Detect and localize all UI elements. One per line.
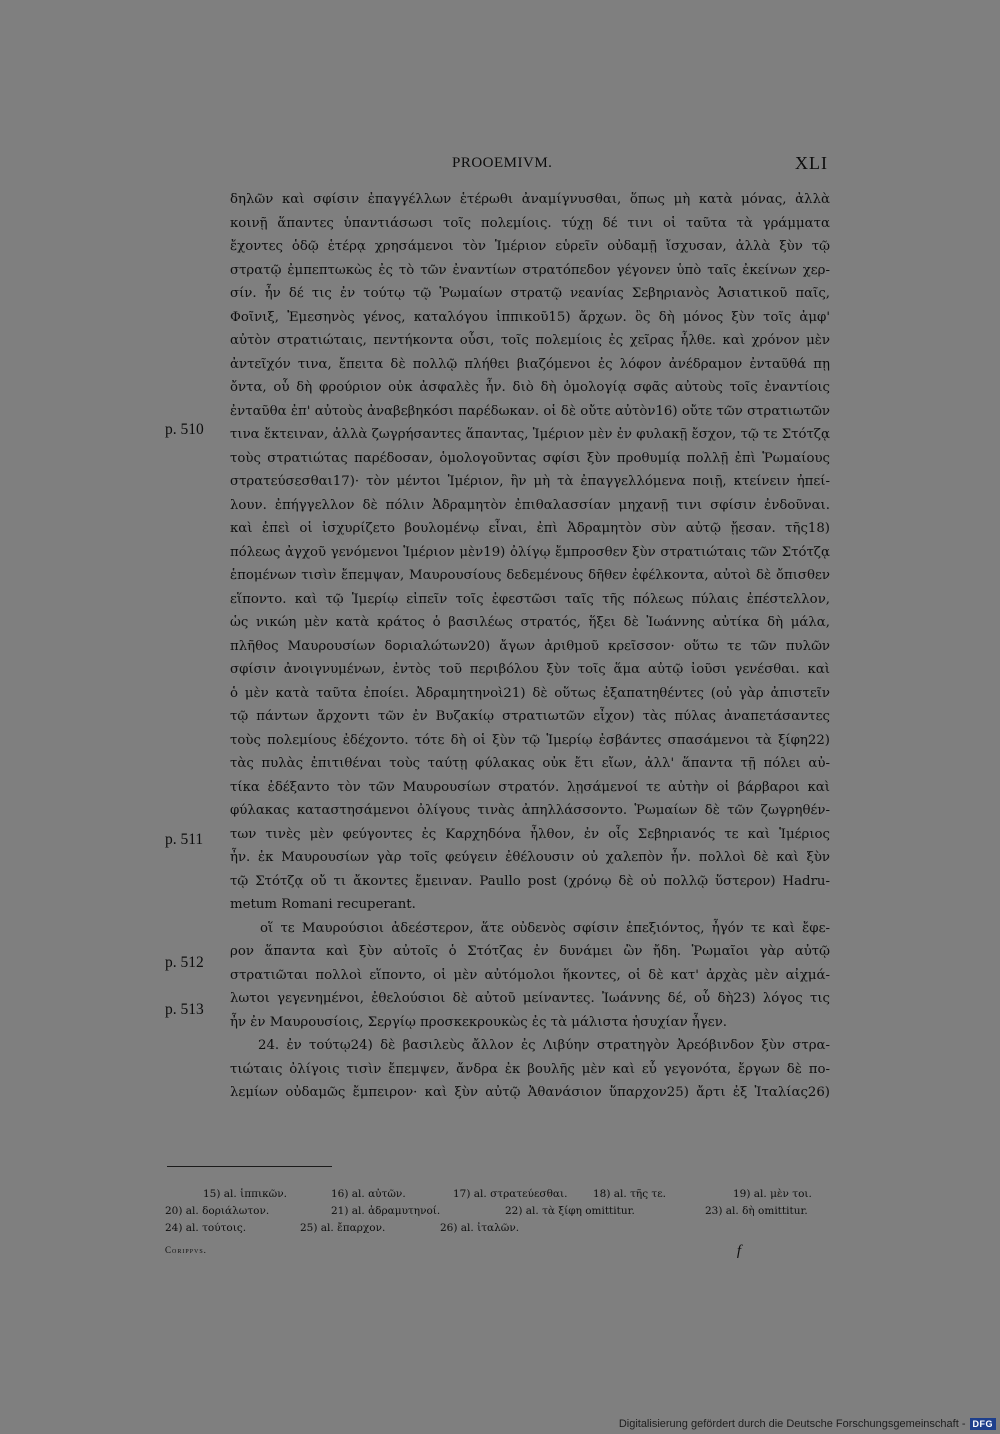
text-line: των τινὲς μὲν φεύγοντες ἐς Καρχηδόνα ἦλθον, ἐν οἷς Σεβηριανός τε καὶ Ἱμέριος <box>230 826 830 842</box>
footnote: 16) al. αὐτῶν. <box>331 1188 406 1200</box>
text-line: τινα ἔκτειναν, ἀλλὰ ζωγρήσαντες ἅπαντας, Ἱμέριον μὲν ἐν φυλακῇ ἔσχον, τῷ τε Στότζᾳ <box>230 427 830 442</box>
main-text <box>230 188 830 1105</box>
footnote: 22) al. τὰ ξίφη omittitur. <box>505 1205 635 1217</box>
text-line: πλῆθος Μαυρουσίων δοριαλώτων20) ἄγων ἀριθμοῦ κρεῖσσον· οὕτω τε τῶν πυλῶν <box>230 638 830 654</box>
text-line: ἐνταῦθα ἐπ' αὐτοὺς ἀναβεβηκόσι παρέδωκαν. οἱ δὲ οὔτε αὐτὸν16) οὔτε τῶν στρατιωτῶν <box>230 403 830 419</box>
text-line: 24. ἐν τούτῳ24) δὲ βασιλεὺς ἄλλον ἐς Λιβύην στρατηγὸν Ἀρεόβινδον ξὺν στρα- <box>258 1038 830 1053</box>
text-line: τίκα ἐδέξαντο τὸν τῶν Μαυρουσίων στρατόν. λῃσάμενοί τε αὐτὴν οἱ βάρβαροι καὶ <box>230 779 830 795</box>
footnote: 25) al. ἔπαρχον. <box>300 1222 386 1234</box>
credit-text: Digitalisierung gefördert durch die Deutsche Forschungsgemeinschaft - <box>618 1418 966 1430</box>
text-line: πόλεως ἀγχοῦ γενόμενοι Ἱμέριον μὲν19) ὀλίγῳ ἔμπροσθεν ξὺν στρατιώταις τῶν Στότζᾳ <box>230 544 830 560</box>
signature-mark: Corippvs. <box>165 1245 207 1255</box>
text-line: τοὺς πολεμίους ἐδέχοντο. τότε δὴ οἱ ξὺν τῷ Ἱμερίῳ ἐσβάντες σπασάμενοι τὰ ξίφη22) <box>230 732 830 748</box>
footnote-divider <box>167 1166 332 1167</box>
text-line: λεμίων οὐδαμῶς ἔμπειρον· καὶ ξὺν αὐτῷ Ἀθανάσιον ὕπαρχον25) ἄρτι ἐξ Ἰταλίας26) <box>230 1085 830 1100</box>
footnote-row <box>165 1186 830 1203</box>
text-line: ὡς νικώη μὲν κατὰ κράτος ὁ βασιλέως στρατός, ἥξει δὲ Ἰωάννης αὐτίκα δὴ μάλα, <box>230 615 830 630</box>
text-line: σίν. ἦν δέ τις ἐν τούτῳ τῷ Ῥωμαίων στρατῷ νεανίας Σεβηριανὸς Ἀσιατικοῦ παῖς, <box>230 286 830 301</box>
text-line: στρατιῶται πολλοὶ εἵποντο, οἱ μὲν αὐτόμολοι ἥκοντες, οἱ δὲ κατ' ἀρχὰς μὲν αἰχμά- <box>230 967 830 983</box>
running-head <box>230 155 830 179</box>
text-line: ἔχοντες ὁδῷ ἑτέρᾳ χρησάμενοι τὸν Ἱμέριον εὑρεῖν οὐδαμῇ ἴσχυσαν, ἀλλὰ ξὺν τῷ <box>230 239 830 254</box>
text-line: ἀντεῖχόν τινα, ἔπειτα δὲ πολλῷ πλήθει βιαζόμενοι ἐς λόφον ἀνέδραμον ἐνταῦθά πῃ <box>230 356 830 372</box>
text-line: ὄντα, οὗ δὴ φρούριον οὐκ ἀσφαλὲς ἦν. διὸ δὴ ὁμολογίᾳ σφᾶς αὐτοὺς τοῖς ἐναντίοις <box>230 380 830 395</box>
text-line: φύλακας καταστησάμενοι ὀλίγους τινὰς ἀπηλλάσσοντο. Ῥωμαίων δὲ τῶν ζωγρηθέν- <box>230 803 830 818</box>
text-line: ρον ἅπαντα καὶ ξὺν αὐτοῖς ὁ Στότζας ἐν δυνάμει ὢν ἤδη. Ῥωμαῖοι γὰρ αὐτῷ <box>230 944 830 959</box>
text-line: δηλῶν καὶ σφίσιν ἐπαγγέλλων ἑτέρωθι ἀναμίγνυσθαι, ὅπως μὴ κατὰ μόνας, ἀλλὰ <box>230 192 830 207</box>
margin-page-ref: p. 513 <box>165 1001 204 1018</box>
text-line: καὶ ἐπεὶ οἱ ἰσχυρίζετο βουλομένῳ εἶναι, ἐπὶ Ἀδραμητὸν σὺν αὐτῷ ᾔεσαν. τῆς18) <box>230 521 830 536</box>
signature-line <box>165 1245 830 1261</box>
footnote: 24) al. τούτοις. <box>165 1222 247 1234</box>
margin-page-ref: p. 510 <box>165 421 204 438</box>
footnote: 21) al. ἀδραμυτηνοί. <box>331 1205 441 1217</box>
text-line: στρατεύσεσθαι17)· τὸν μέντοι Ἱμέριον, ἢν μὴ τὰ ἐπαγγελλόμενα ποιῇ, κτείνειν ἠπεί- <box>230 474 830 489</box>
text-line: Φοῖνιξ, Ἐμεσηνὸς γένος, καταλόγου ἱππικοῦ15) ἄρχων. ὃς δὴ μόνος ξὺν τοῖς ἀμφ' <box>230 309 830 325</box>
running-title: PROOEMIVM. <box>452 155 553 171</box>
text-line: ἑπομένων τισὶν ἔπεμψαν, Μαυρουσίους δεδεμένους δῆθεν ἐφέλκοντα, αὐτοὶ δὲ ὄπισθεν <box>230 568 830 583</box>
footnote-row <box>165 1220 830 1237</box>
text-line: ὁ μὲν κατὰ ταῦτα ἐποίει. Ἀδραμητηνοὶ21) δὲ οὕτως ἐξαπατηθέντες (οὐ γὰρ ἀπιστεῖν <box>230 685 830 701</box>
text-line: στρατῷ ἐμπεπτωκὼς ἐς τὸ τῶν ἐναντίων στρατόπεδον γέγονεν ὑπὸ ταῖς ἐκείνων χερ- <box>230 262 830 278</box>
page-number: XLI <box>795 153 828 173</box>
footnote: 26) al. ἰταλῶν. <box>440 1222 520 1234</box>
footnote: 15) al. ἱππικῶν. <box>203 1188 287 1200</box>
footnotes <box>165 1186 830 1237</box>
text-line: κοινῇ ἅπαντες ὑπαντιάσωσι τοῖς πολεμίοις. τύχῃ δέ τινι οἱ ταῦτα τὰ γράμματα <box>230 215 830 231</box>
footnote: 23) al. δὴ omittitur. <box>705 1205 808 1217</box>
text-line: τοὺς στρατιώτας παρέδοσαν, ὁμολογοῦντας σφίσι ξὺν προθυμίᾳ πολλῇ ἐπὶ Ῥωμαίους <box>230 450 830 466</box>
text-line: αὐτὸν στρατιώταις, πεντήκοντα οὖσι, τοῖς πολεμίοις ἐς χεῖρας ἦλθε. καὶ χρόνον μὲν <box>230 333 830 348</box>
text-line: εἵποντο. καὶ τῷ Ἱμερίῳ εἰπεῖν τοῖς ἐφεστῶσι ταῖς τῆς πόλεως πύλαις ἐπέστελλον, <box>230 591 830 607</box>
text-line: λουν. ἐπήγγελλον δὲ πόλιν Ἀδραμητὸν ἐπιθαλασσίαν μηχανῇ τινι σφίσιν ἐνδοῦναι. <box>230 497 830 513</box>
text-line: ἦν ἐν Μαυρουσίοις, Σεργίῳ προσκεκρουκὼς ἐς τὰ μάλιστα ἡσυχίαν ἦγεν. <box>230 1014 728 1030</box>
text-line: τὰς πυλὰς ἐπιτιθέναι τοὺς ταύτῃ φύλακας οὐκ ἔτι εἴων, ἀλλ' ἅπαντα τῇ πόλει αὐ- <box>230 756 830 771</box>
text-line: οἵ τε Μαυρούσιοι ἀδεέστερον, ἅτε οὐδενὸς σφίσιν ἐπεξιόντος, ἦγόν τε καὶ ἔφε- <box>260 920 830 936</box>
text-line: τῷ πάντων ἄρχοντι τῶν ἐν Βυζακίῳ στρατιωτῶν εἶχον) τὰς πύλας ἀναπετάσαντες <box>230 709 830 724</box>
text-line: ἦν. ἐκ Μαυρουσίων γὰρ τοῖς φεύγειν ἐθέλουσιν οὐ χαλεπὸν ἦν. πολλοὶ δὲ καὶ ξὺν <box>230 850 830 865</box>
footnote: 19) al. μὲν τοι. <box>733 1188 812 1200</box>
text-line: λωτοι γεγενημένοι, ἐθελούσιοι δὲ αὐτοῦ μείναντες. Ἰωάννης δέ, οὗ δὴ23) λόγος τις <box>230 991 830 1006</box>
footnote-row <box>165 1203 830 1220</box>
text-line: τιώταις ὀλίγοις τισὶν ἔπεμψεν, ἄνδρα ἐκ βουλῆς μὲν καὶ εὖ γεγονότα, ἔργων δὲ πο- <box>230 1061 830 1077</box>
text-line: τῷ Στότζᾳ οὔ τι ἄκοντες ἔμειναν. Paullo post (χρόνῳ δὲ οὐ πολλῷ ὕστερον) Hadru- <box>230 873 830 889</box>
digitization-credit <box>619 1417 996 1431</box>
margin-page-ref: p. 511 <box>165 831 204 848</box>
text-line: σφίσιν ἀνοιγνυμένων, ἐντὸς τοῦ περιβόλου ξὺν τοῖς ἅμα αὐτῷ ἰοῦσι γενέσθαι. καὶ <box>230 662 830 677</box>
signature-letter: f <box>736 1243 742 1259</box>
footnote: 17) al. στρατεύεσθαι. <box>453 1188 568 1200</box>
margin-page-ref: p. 512 <box>165 954 204 971</box>
text-line: metum Romani recuperant. <box>230 897 416 912</box>
dfg-logo: DFG <box>970 1418 997 1430</box>
footnote: 18) al. τῆς τε. <box>593 1188 666 1200</box>
footnote: 20) al. δοριάλωτον. <box>165 1205 270 1217</box>
